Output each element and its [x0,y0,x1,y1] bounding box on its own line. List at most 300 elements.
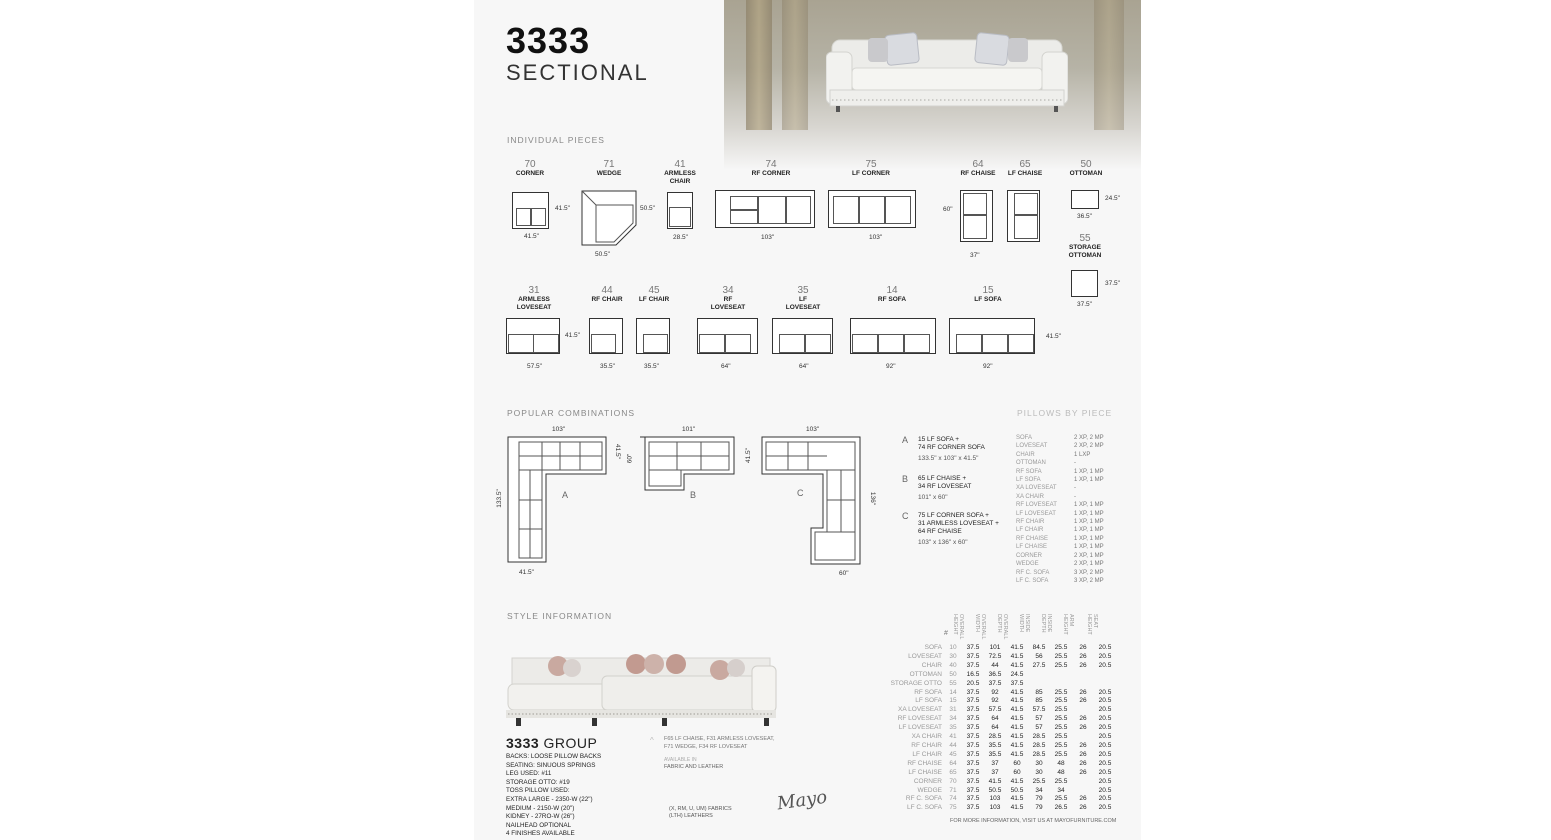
pillow-row [1016,552,1116,560]
spec-column-header: SEAT HEIGHT [1086,614,1098,635]
spec-value: 50.5 [1010,786,1024,794]
section-title-individual-pieces: INDIVIDUAL PIECES [507,135,605,145]
spec-value: 57.5 [1032,706,1046,714]
spec-value [1072,778,1094,787]
combo-c-right-dim: 136" [869,491,877,506]
spec-value: 28.5 [1032,750,1046,758]
spec-row [876,644,1116,653]
spec-value: 56 [1035,652,1043,660]
photo-caption-line: F71 WEDGE, F34 RF LOVESEAT [664,743,748,750]
spec-value: 20.5 [1098,652,1112,660]
pillow-row [1016,459,1116,467]
group-detail-line: KIDNEY - 27RO-W (26") [506,813,575,821]
pillow-piece: LF SOFA [1016,477,1041,484]
piece-65-diagram [1007,190,1040,242]
spec-value: 37.5 [966,706,980,714]
piece-74-width: 103" [761,234,775,241]
spec-value: 37.5 [1010,679,1024,687]
group-title [506,735,597,751]
spec-value: 20.5 [1098,706,1112,714]
seat-cushion [1014,193,1038,215]
group-detail-line: 4 FINISHES AVAILABLE [506,830,575,838]
combo-b-top-dim: 101" [682,426,696,433]
spec-value: 57 [1035,724,1043,732]
piece-34-width: 64" [721,363,731,370]
combo-c-left-dim: 41.5" [744,448,752,463]
spec-value [1050,680,1072,689]
spec-value: 37.5 [966,688,980,696]
piece-31-depth: 41.5" [565,332,580,339]
piece-label: ARMLESS CHAIR [664,170,696,185]
pillow-piece: CHAIR [1016,451,1035,458]
piece-35-width: 64" [799,363,809,370]
spec-value: 25.5 [1054,644,1068,651]
pillow-row [1016,510,1116,518]
seat-cushion [758,196,786,224]
piece-50-diagram [1071,190,1099,209]
combo-line: 31 ARMLESS LOVESEAT + [918,520,999,527]
piece-15 [966,285,1010,304]
piece-44-diagram [589,318,623,354]
spec-piece-name: CORNER [913,777,942,785]
pillow-piece: RF SOFA [1016,468,1042,475]
pillow-count: 1 XP, 1 MP [1074,502,1104,509]
combo-a-bottom-dim: 41.5" [519,569,534,576]
combo-line: 64 RF CHAISE [918,528,962,535]
spec-value: 41.5 [1010,750,1024,758]
pillow-piece: SOFA [1016,435,1033,441]
spec-value: 28.5 [1032,733,1046,741]
spec-row [876,715,1116,724]
piece-31-diagram [506,318,560,354]
pillow-count: 1 XP, 1 MP [1074,544,1104,551]
combo-dims: 101" x 60" [918,494,948,501]
spec-value: 20.5 [1098,644,1112,651]
spec-column-header: # [944,630,948,637]
piece-45 [634,285,674,304]
spec-value: 41.5 [1010,661,1024,669]
spec-value: 25.5 [1054,652,1068,660]
spec-value: 37.5 [966,724,980,732]
piece-55-depth: 37.5" [1105,280,1120,287]
seat-cushion [1014,215,1038,239]
pillow-row [1016,501,1116,509]
spec-value: 37.5 [966,786,980,794]
piece-65 [1005,159,1045,178]
combo-line: 74 RF CORNER SOFA [918,444,985,451]
seat-cushion [725,334,751,353]
spec-piece-name: WEDGE [917,786,942,794]
spec-value: 41.5 [1010,777,1024,785]
pillow-piece: CORNER [1016,552,1043,559]
spec-value: 41.5 [988,777,1002,785]
pillow-count: 1 XP, 1 MP [1074,527,1104,534]
piece-45-diagram [636,318,670,354]
spec-value [1072,787,1094,796]
spec-value: 26 [1079,688,1087,696]
seat-cushion [904,334,930,353]
spec-piece-name: RF C. SOFA [905,795,942,803]
spec-value: 37.5 [966,661,980,669]
piece-41-diagram [667,192,693,229]
pillow-piece: LF LOVESEAT [1016,510,1056,517]
spec-piece-number: 71 [949,786,957,794]
spec-row [876,760,1116,769]
pillow-count: 2 XP, 2 MP [1074,435,1104,441]
spec-value: 20.5 [1098,715,1112,723]
spec-value: 85 [1035,697,1043,705]
spec-value: 37 [991,759,999,767]
photo-caption [664,736,775,751]
seat-cushion [805,334,831,353]
piece-number: 50 [1080,159,1092,170]
spec-value: 41.5 [1010,652,1024,660]
piece-31-width: 57.5" [527,363,542,370]
spec-value [1094,671,1116,680]
spec-piece-name: LF CHAIR [912,750,942,758]
piece-64-depth: 60" [943,206,953,213]
seat-cushion [533,334,559,353]
spec-piece-number: 41 [949,733,957,741]
piece-label: LF CHAISE [1007,170,1043,177]
spec-row [876,724,1116,733]
pillow-piece: RF CHAISE [1016,535,1049,542]
combo-line: 34 RF LOVESEAT [918,483,972,490]
spec-piece-number: 14 [949,688,957,696]
spec-value: 26 [1079,741,1087,749]
spec-column-header: OVERALL HEIGHT [952,614,964,640]
spec-row [876,751,1116,760]
pillow-row [1016,468,1116,476]
spec-value: 25.5 [1054,661,1068,669]
spec-value: 72.5 [988,652,1002,660]
seat-cushion [885,196,911,224]
availability-label: AVAILABLE IN [664,757,697,763]
pillow-row [1016,434,1116,442]
piece-14 [870,285,914,304]
spec-value: 41.5 [1010,644,1024,651]
spec-piece-number: 75 [949,804,957,812]
pillow-count: 1 LXP [1074,451,1091,458]
group-detail-line: BACKS: LOOSE PILLOW BACKS [506,753,602,760]
caret-icon: ^ [650,736,654,745]
spec-value [1072,680,1094,689]
piece-71-diagram [581,190,637,246]
spec-value: 26 [1079,661,1087,669]
spec-value: 27.5 [1032,661,1046,669]
wooden-post [746,0,772,130]
seat-cushion [730,210,758,224]
spec-value: 64 [991,724,999,732]
spec-value: 34 [1057,786,1065,794]
piece-14-width: 92" [886,363,896,370]
spec-value: 37.5 [966,652,980,660]
spec-row [876,706,1116,715]
spec-row [876,795,1116,804]
piece-64-diagram [960,190,993,242]
spec-piece-number: 30 [949,652,957,660]
spec-value: 25.5 [1054,795,1068,803]
spec-value: 20.5 [966,679,980,687]
spec-value: 37.5 [966,697,980,705]
spec-value: 34 [1035,786,1043,794]
spec-piece-name: OTTOMAN [909,670,942,678]
spec-value: 28.5 [1032,741,1046,749]
pillow-row [1016,451,1116,459]
spec-value: 37.5 [966,759,980,767]
seat-cushion [852,334,878,353]
spec-value: 44 [991,661,999,669]
group-detail-line: TOSS PILLOW USED: [506,787,570,795]
brand-logo: Mayo [775,786,829,815]
spec-row [876,662,1116,671]
spec-value: 92 [991,688,999,696]
seat-cushion [982,334,1008,353]
spec-row [876,697,1116,706]
combo-a-letter: A [562,490,569,500]
spec-value [1072,671,1094,680]
group-detail-line: SEATING: SINUOUS SPRINGS [506,761,596,769]
spec-value: 37.5 [966,777,980,785]
piece-15-depth: 41.5" [1046,333,1061,340]
spec-piece-name: LOVESEAT [908,652,942,660]
seat-cushion [516,208,531,226]
combo-c-letter: C [797,488,804,498]
spec-value: 20.5 [1098,795,1112,803]
spec-value: 84.5 [1032,644,1046,651]
spec-piece-name: LF SOFA [915,697,942,705]
group-sofa-photo [502,646,782,736]
spec-value: 37.5 [966,644,980,651]
product-name: SECTIONAL [506,60,649,85]
combo-a-top-dim: 103" [552,426,566,433]
piece-label: RF CHAISE [960,170,996,177]
spec-sheet [474,0,1141,840]
spec-value: 92 [991,697,999,705]
piece-number: 44 [601,285,613,296]
spec-row [876,787,1116,796]
piece-15-width: 92" [983,363,993,370]
spec-value: 25.5 [1054,706,1068,714]
material-codes [669,806,732,820]
piece-label: STORAGE OTTOMAN [1068,244,1102,259]
spec-value: 20.5 [1098,777,1112,785]
pillow-count: 3 XP, 2 MP [1074,577,1104,584]
piece-50 [1066,159,1106,178]
pillow-count: 2 XP, 1 MP [1074,561,1104,568]
seat-cushion [730,196,758,210]
spec-value: 103 [989,804,1001,812]
combo-b-left-dim: 60" [626,453,634,464]
spec-value: 20.5 [1098,786,1112,794]
pillow-count: 3 XP, 2 MP [1074,569,1104,576]
piece-number: 34 [722,285,734,296]
seat-cushion [508,334,534,353]
piece-label: LF SOFA [974,296,1002,303]
spec-value: 25.5 [1054,741,1068,749]
pillow-count: - [1074,493,1076,500]
spec-piece-number: 15 [949,697,957,705]
combo-b-description [902,474,972,502]
pillow-row [1016,518,1116,526]
spec-value: 26 [1079,795,1087,803]
combo-a-description [902,435,985,463]
pillow-row [1016,484,1116,492]
seat-cushion [833,196,859,224]
material-code-line: (LTH) LEATHERS [669,813,713,819]
piece-71-depth: 50.5" [640,205,655,212]
pillow-count: - [1074,460,1076,467]
spec-value: 26 [1079,759,1087,767]
piece-45-width: 35.5" [644,363,659,370]
piece-number: 55 [1079,233,1091,244]
seat-cushion [786,196,811,224]
spec-value: 26 [1079,715,1087,723]
spec-piece-name: LF CHAISE [908,768,942,776]
piece-label: RF LOVESEAT [710,296,746,311]
spec-piece-number: 74 [949,795,957,803]
spec-value: 48 [1057,768,1065,776]
spec-value: 20.5 [1098,768,1112,776]
piece-number: 70 [524,159,536,170]
combo-letter: B [902,474,909,484]
spec-value: 37.5 [966,795,980,803]
spec-value: 20.5 [1098,724,1112,732]
pillow-piece: LF CHAISE [1016,544,1048,551]
spec-value: 28.5 [988,733,1002,741]
spec-value: 26 [1079,652,1087,660]
group-title-model: 3333 [506,735,540,751]
piece-75 [851,159,891,178]
pillow-row [1016,577,1116,585]
spec-piece-name: RF CHAIR [911,741,942,749]
pillow-piece: LOVESEAT [1016,443,1048,450]
spec-value: 26 [1079,750,1087,758]
spec-value: 35.5 [988,741,1002,749]
spec-row [876,804,1116,813]
group-detail-line: STORAGE OTTO: #19 [506,778,570,786]
piece-number: 65 [1019,159,1031,170]
spec-row [876,653,1116,662]
spec-column-header: ARM HEIGHT [1062,614,1074,635]
piece-70-width: 41.5" [524,233,539,240]
spec-value: 20.5 [1098,804,1112,812]
combo-line: 65 LF CHAISE + [918,475,967,482]
combo-dims: 103" x 136" x 60" [918,539,968,546]
pillow-row [1016,543,1116,551]
spec-piece-name: RF SOFA [914,688,942,696]
spec-value: 41.5 [1010,741,1024,749]
availability-value: FABRIC AND LEATHER [664,764,724,770]
group-construction-details [506,753,601,839]
spec-value: 85 [1035,688,1043,696]
combo-letter: C [902,511,909,521]
piece-label: RF SOFA [877,296,907,303]
pillow-row [1016,493,1116,501]
spec-value: 16.5 [966,670,980,678]
spec-value: 103 [989,795,1001,803]
spec-value: 41.5 [1010,795,1024,803]
piece-number: 14 [886,285,898,296]
spec-value: 37.5 [966,750,980,758]
piece-71 [589,159,629,178]
section-title-popular-combinations: POPULAR COMBINATIONS [507,408,635,418]
pillow-piece: RF CHAIR [1016,519,1045,526]
spec-piece-name: LF LOVESEAT [898,724,942,732]
spec-piece-name: CHAIR [921,661,942,669]
piece-55-diagram [1071,270,1098,297]
combo-b-letter: B [690,490,697,500]
spec-value: 79 [1035,795,1043,803]
piece-75-width: 103" [869,234,883,241]
section-title-style-information: STYLE INFORMATION [507,611,613,621]
piece-number: 71 [603,159,615,170]
spec-column-header: INSIDE WIDTH [1018,614,1030,633]
combo-b-diagram [639,436,735,491]
piece-label: CORNER [515,170,545,177]
spec-value: 60 [1013,759,1021,767]
pillow-count: 2 XP, 2 MP [1074,443,1104,450]
piece-number: 64 [972,159,984,170]
pillow-count: - [1074,485,1076,492]
spec-row [876,689,1116,698]
spec-piece-number: 55 [949,679,957,687]
spec-value: 60 [1013,768,1021,776]
spec-value [1028,680,1050,689]
combo-dims: 133.5" x 103" x 41.5" [918,455,979,462]
piece-64-width: 37" [970,252,980,259]
spec-value: 35.5 [988,750,1002,758]
piece-70 [510,159,550,178]
spec-column-header: OVERALL DEPTH [996,614,1008,640]
spec-piece-number: 45 [949,750,957,758]
spec-value: 64 [991,715,999,723]
piece-14-diagram [850,318,936,354]
group-detail-line: MEDIUM - 2150-W (20") [506,804,575,812]
seat-cushion [699,334,725,353]
spec-value: 57 [1035,715,1043,723]
spec-piece-name: RF LOVESEAT [897,715,942,723]
pillow-count: 1 XP, 1 MP [1074,477,1104,484]
spec-piece-name: LF C. SOFA [906,804,942,812]
piece-number: 75 [865,159,877,170]
spec-value: 50.5 [988,786,1002,794]
piece-number: 74 [765,159,777,170]
spec-value [1072,706,1094,715]
group-detail-line: NAILHEAD OPTIONAL [506,821,572,829]
seat-cushion [956,334,982,353]
spec-value: 37.5 [966,741,980,749]
pillow-piece: XA LOVESEAT [1016,485,1057,492]
spec-value: 20.5 [1098,750,1112,758]
spec-value [1028,671,1050,680]
piece-34 [706,285,750,311]
piece-70-diagram [512,192,549,229]
spec-value: 25.5 [1054,715,1068,723]
piece-label: RF CHAIR [591,296,623,303]
pillow-piece: OTTOMAN [1016,460,1046,467]
pillow-row [1016,569,1116,577]
photo-caption-line: F65 LF CHAISE, F31 ARMLESS LOVESEAT, [664,736,775,742]
wooden-post [1094,0,1124,130]
spec-value: 37.5 [966,804,980,812]
piece-41 [660,159,700,185]
piece-35-diagram [772,318,833,354]
piece-44-width: 35.5" [600,363,615,370]
piece-71-width: 50.5" [595,251,610,258]
spec-value: 41.5 [1010,733,1024,741]
spec-value: 25.5 [1054,697,1068,705]
